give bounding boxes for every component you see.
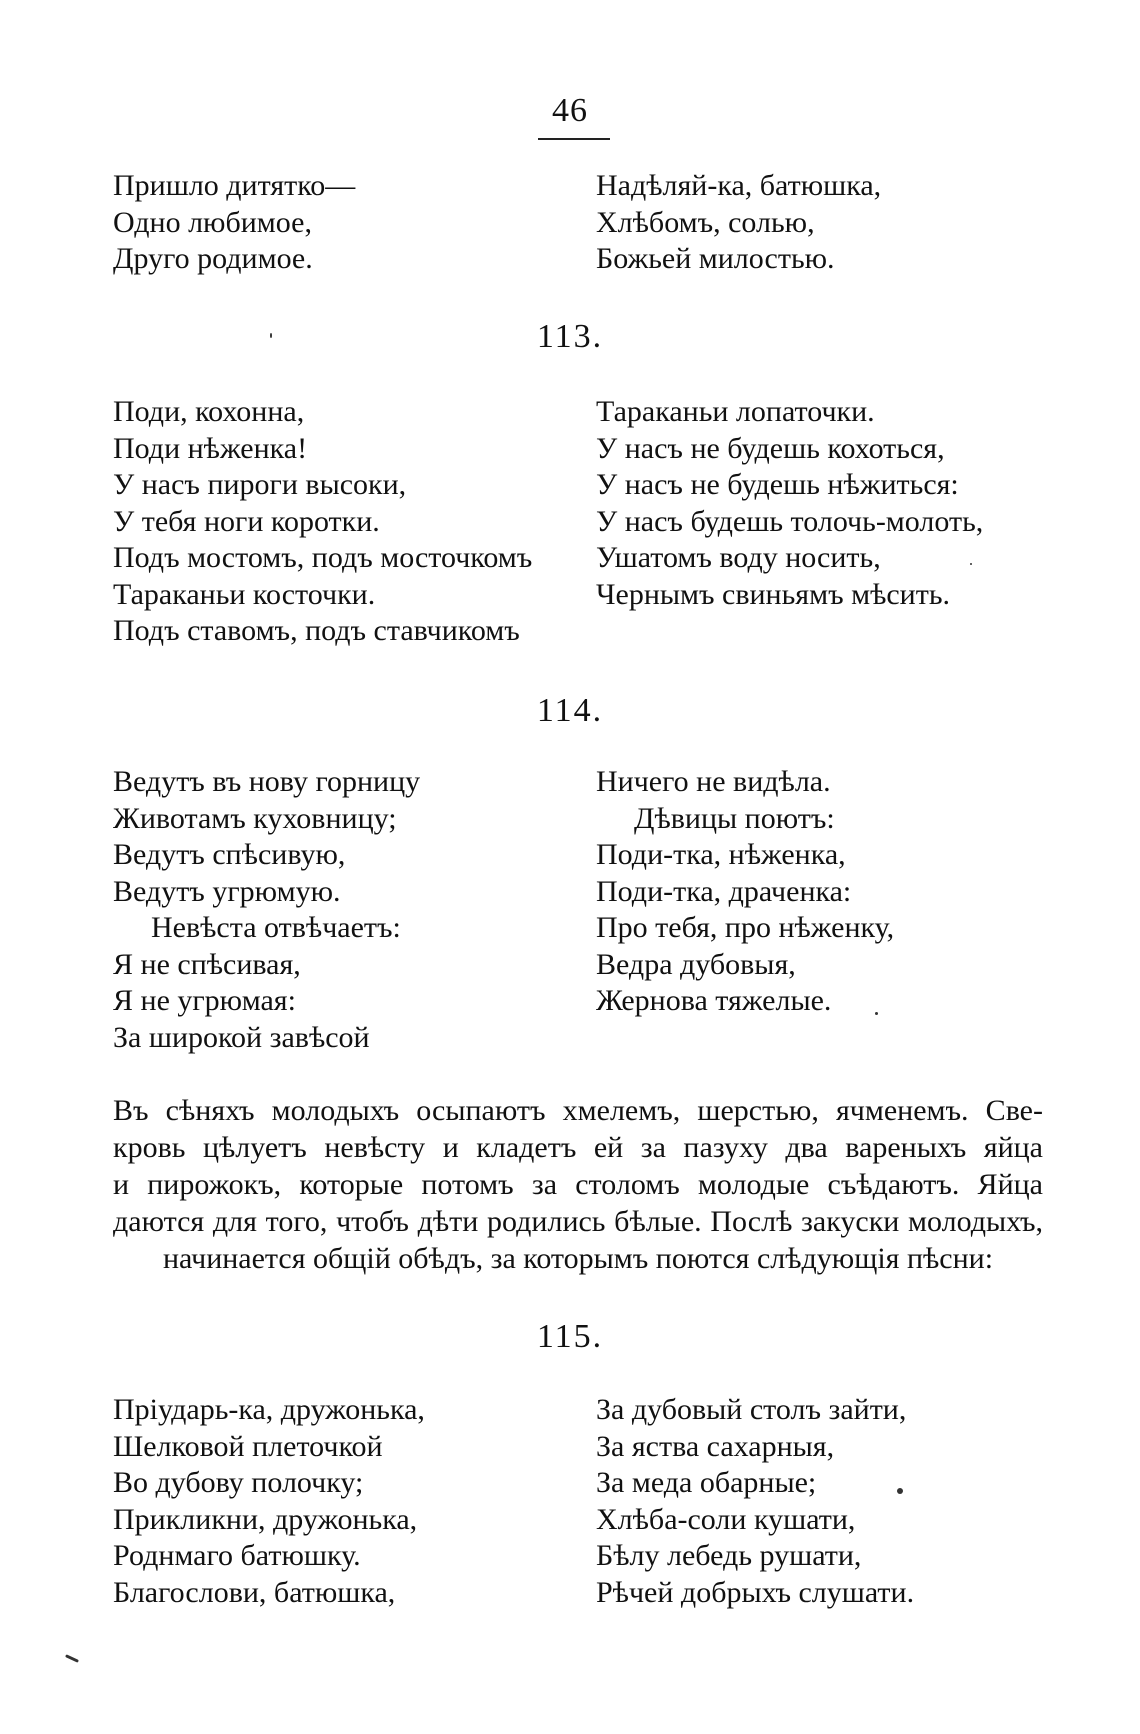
verse-line: Во дубову полочку; [113,1466,364,1499]
verse-line: Поди-тка, нѣженка, [596,838,846,871]
verse-line: У насъ не будешь кохоться, [596,431,945,465]
verse-line: Одно любимое, [113,205,312,239]
verse-right-column-114 [596,764,894,1020]
verse-line: Ведутъ спѣсивую, [113,838,346,871]
verse-line: Благослови, батюшка, [113,1575,396,1609]
verse-line: У тебя ноги коротки. [113,504,380,538]
verse-line: Рѣчей добрыхъ слушати. [596,1575,915,1609]
verse-line: Про тебя, про нѣженку, [596,911,895,944]
verse-line: Пріударь-ка, дружонька, [113,1393,425,1426]
print-speck [270,333,272,338]
prose-line: Въ сѣняхъ молодыхъ осыпаютъ хмелемъ, шерстью, ячменемъ. Све- [113,1094,1043,1127]
verse-line: За меда обарные; [596,1466,817,1499]
verse-line: Животамъ куховницу; [113,801,397,835]
verse-right-column-115 [596,1392,914,1611]
verse-line: Поди, кохонна, [113,395,305,428]
verse-line: Поди нѣженка! [113,431,308,465]
prose-line: и пирожокъ, которые потомъ за столомъ молодые съѣдаютъ. Яйца [113,1168,1043,1201]
page-number-rule [538,138,610,140]
verse-line: Я не спѣсивая, [113,947,301,981]
verse-line: Подъ ставомъ, подъ ставчикомъ [113,614,520,647]
verse-line: Ушатомъ воду носить, [596,541,881,574]
verse-line: Друго родимое. [113,242,313,275]
verse-line: За дубовый столъ зайти, [596,1393,907,1426]
verse-line: За яства сахарныя, [596,1429,835,1463]
verse-line: Поди-тка, драченка: [596,874,852,908]
song-number-113: 113. [536,318,604,355]
verse-line: Божьей милостью. [596,242,835,275]
verse-line: Хлѣба-соли кушати, [596,1502,856,1536]
verse-left-column-114 [113,764,420,1056]
verse-line: Чернымъ свиньямъ мѣсить. [596,577,951,611]
verse-left-column-115 [113,1392,425,1611]
verse-line: Подъ мостомъ, подъ мосточкомъ [113,541,533,574]
song-number-115: 115. [536,1318,604,1355]
verse-line: Ничего не видѣла. [596,765,831,798]
verse-line: Прикликни, дружонька, [113,1502,418,1536]
verse-left-column-113 [113,394,532,650]
verse-line: Тараканьи косточки. [113,577,376,611]
verse-line: Пришло дитятко— [113,169,356,202]
page-number: 46 [552,92,588,129]
verse-line: Ведра дубовыя, [596,947,796,981]
print-speck [875,1012,878,1015]
verse-stage-direction: Дѣвицы поютъ: [634,801,835,835]
prose-line: начинается общій обѣдъ, за которымъ поются слѣдующія пѣсни: [162,1242,994,1275]
verse-line: Я не угрюмая: [113,984,296,1017]
verse-stage-direction: Невѣста отвѣчаетъ: [151,911,401,944]
verse-line: У насъ будешь толочь-молоть, [596,504,984,538]
verse-line: Шелковой плеточкой [113,1429,383,1463]
verse-line: Бѣлу лебедь рушати, [596,1539,862,1572]
verse-line: Надѣляй-ка, батюшка, [596,169,882,202]
print-speck [970,563,972,565]
verse-line: Ведутъ угрюмую. [113,874,341,908]
verse-line: Тараканьи лопаточки. [596,395,875,428]
verse-line: За широкой завѣсой [113,1020,370,1054]
song-number-114: 114. [536,692,604,729]
verse-line: У насъ пироги высоки, [113,468,407,501]
verse-line: У насъ не будешь нѣжиться: [596,468,959,501]
verse-line: Роднмаго батюшку. [113,1539,361,1572]
prose-paragraph [113,1092,1043,1277]
print-speck [897,1488,903,1494]
verse-line: Ведутъ въ нову горницу [113,765,421,798]
verse-right-column-113 [596,394,983,613]
verse-right-column-intro [596,168,881,278]
print-speck [65,1654,79,1663]
prose-line: даются для того, чтобъ дѣти родились бѣлые. Послѣ закуски молодыхъ, [113,1205,1043,1238]
verse-line: Хлѣбомъ, солью, [596,205,815,239]
verse-left-column-intro [113,168,355,278]
verse-line: Жернова тяжелые. [596,984,832,1017]
prose-line: кровь цѣлуетъ невѣсту и кладетъ ей за пазуху два вареныхъ яйца [113,1131,1043,1164]
